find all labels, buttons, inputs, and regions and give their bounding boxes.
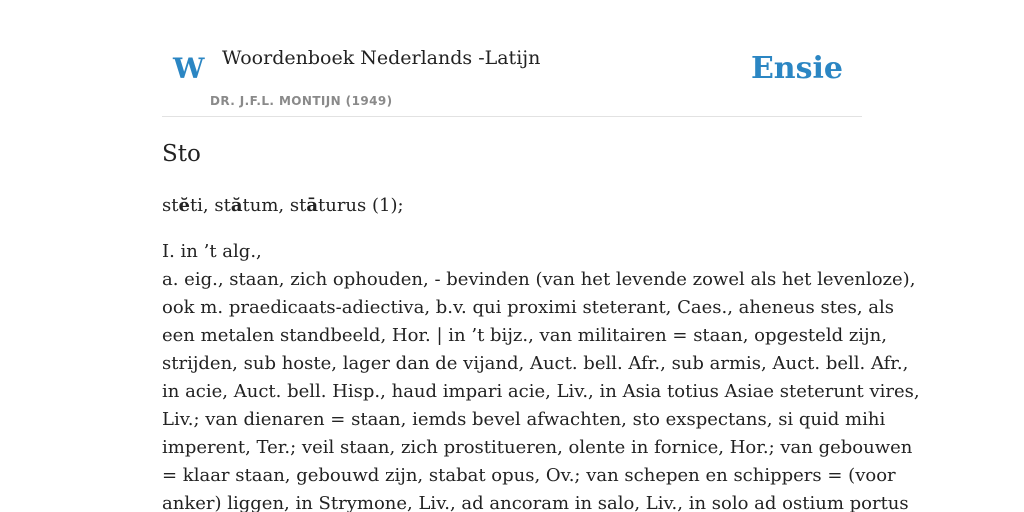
- definition-line: a. eig., staan, zich ophouden, - bevinden (van het levende zowel als het levenloze),: [162, 269, 916, 290]
- ensie-brand-logo[interactable]: Ensie: [750, 51, 843, 86]
- entry-headword: Sto: [162, 141, 201, 167]
- form-part: tum, st: [242, 195, 307, 216]
- definition-line: een metalen standbeeld, Hor. | in ’t bijz., van militairen = staan, opgesteld zijn,: [162, 325, 887, 346]
- definition-line: strijden, sub hoste, lager dan de vijand, Auct. bell. Afr., sub armis, Auct. bell. Afr.,: [162, 353, 909, 374]
- form-part-bold: ā: [306, 195, 318, 216]
- entry-definition-section: [162, 238, 920, 512]
- dictionary-entry: [162, 138, 920, 512]
- form-part: ti, st: [189, 195, 231, 216]
- section-heading: I. in ’t alg.,: [162, 241, 262, 262]
- form-part: turus (1);: [318, 195, 404, 216]
- definition-line: Liv.; van dienaren = staan, iemds bevel afwachten, sto exspectans, si quid mihi: [162, 409, 886, 430]
- definition-line: ook m. praedicaats-adiectiva, b.v. qui proximi steterant, Caes., aheneus stes, als: [162, 297, 894, 318]
- dictionary-title[interactable]: Woordenboek Nederlands -Latijn: [222, 47, 541, 69]
- entry-verb-forms: [162, 192, 872, 220]
- form-part-bold: ĕ: [178, 195, 190, 216]
- dictionary-header: [162, 0, 862, 117]
- definition-line: in acie, Auct. bell. Hisp., haud impari acie, Liv., in Asia totius Asiae steterunt vires,: [162, 381, 920, 402]
- definition-line: = klaar staan, gebouwd zijn, stabat opus, Ov.; van schepen en schippers = (voor: [162, 465, 896, 486]
- dictionary-logo-icon[interactable]: W: [173, 52, 205, 85]
- definition-line: imperent, Ter.; veil staan, zich prostitueren, olente in fornice, Hor.; van gebouwen: [162, 437, 913, 458]
- form-part: st: [162, 195, 179, 216]
- definition-line: anker) liggen, in Strymone, Liv., ad ancoram in salo, Liv., in solo ad ostium portus: [162, 493, 909, 512]
- dictionary-author: DR. J.F.L. MONTIJN (1949): [210, 94, 393, 108]
- form-part-bold: ă: [230, 195, 243, 216]
